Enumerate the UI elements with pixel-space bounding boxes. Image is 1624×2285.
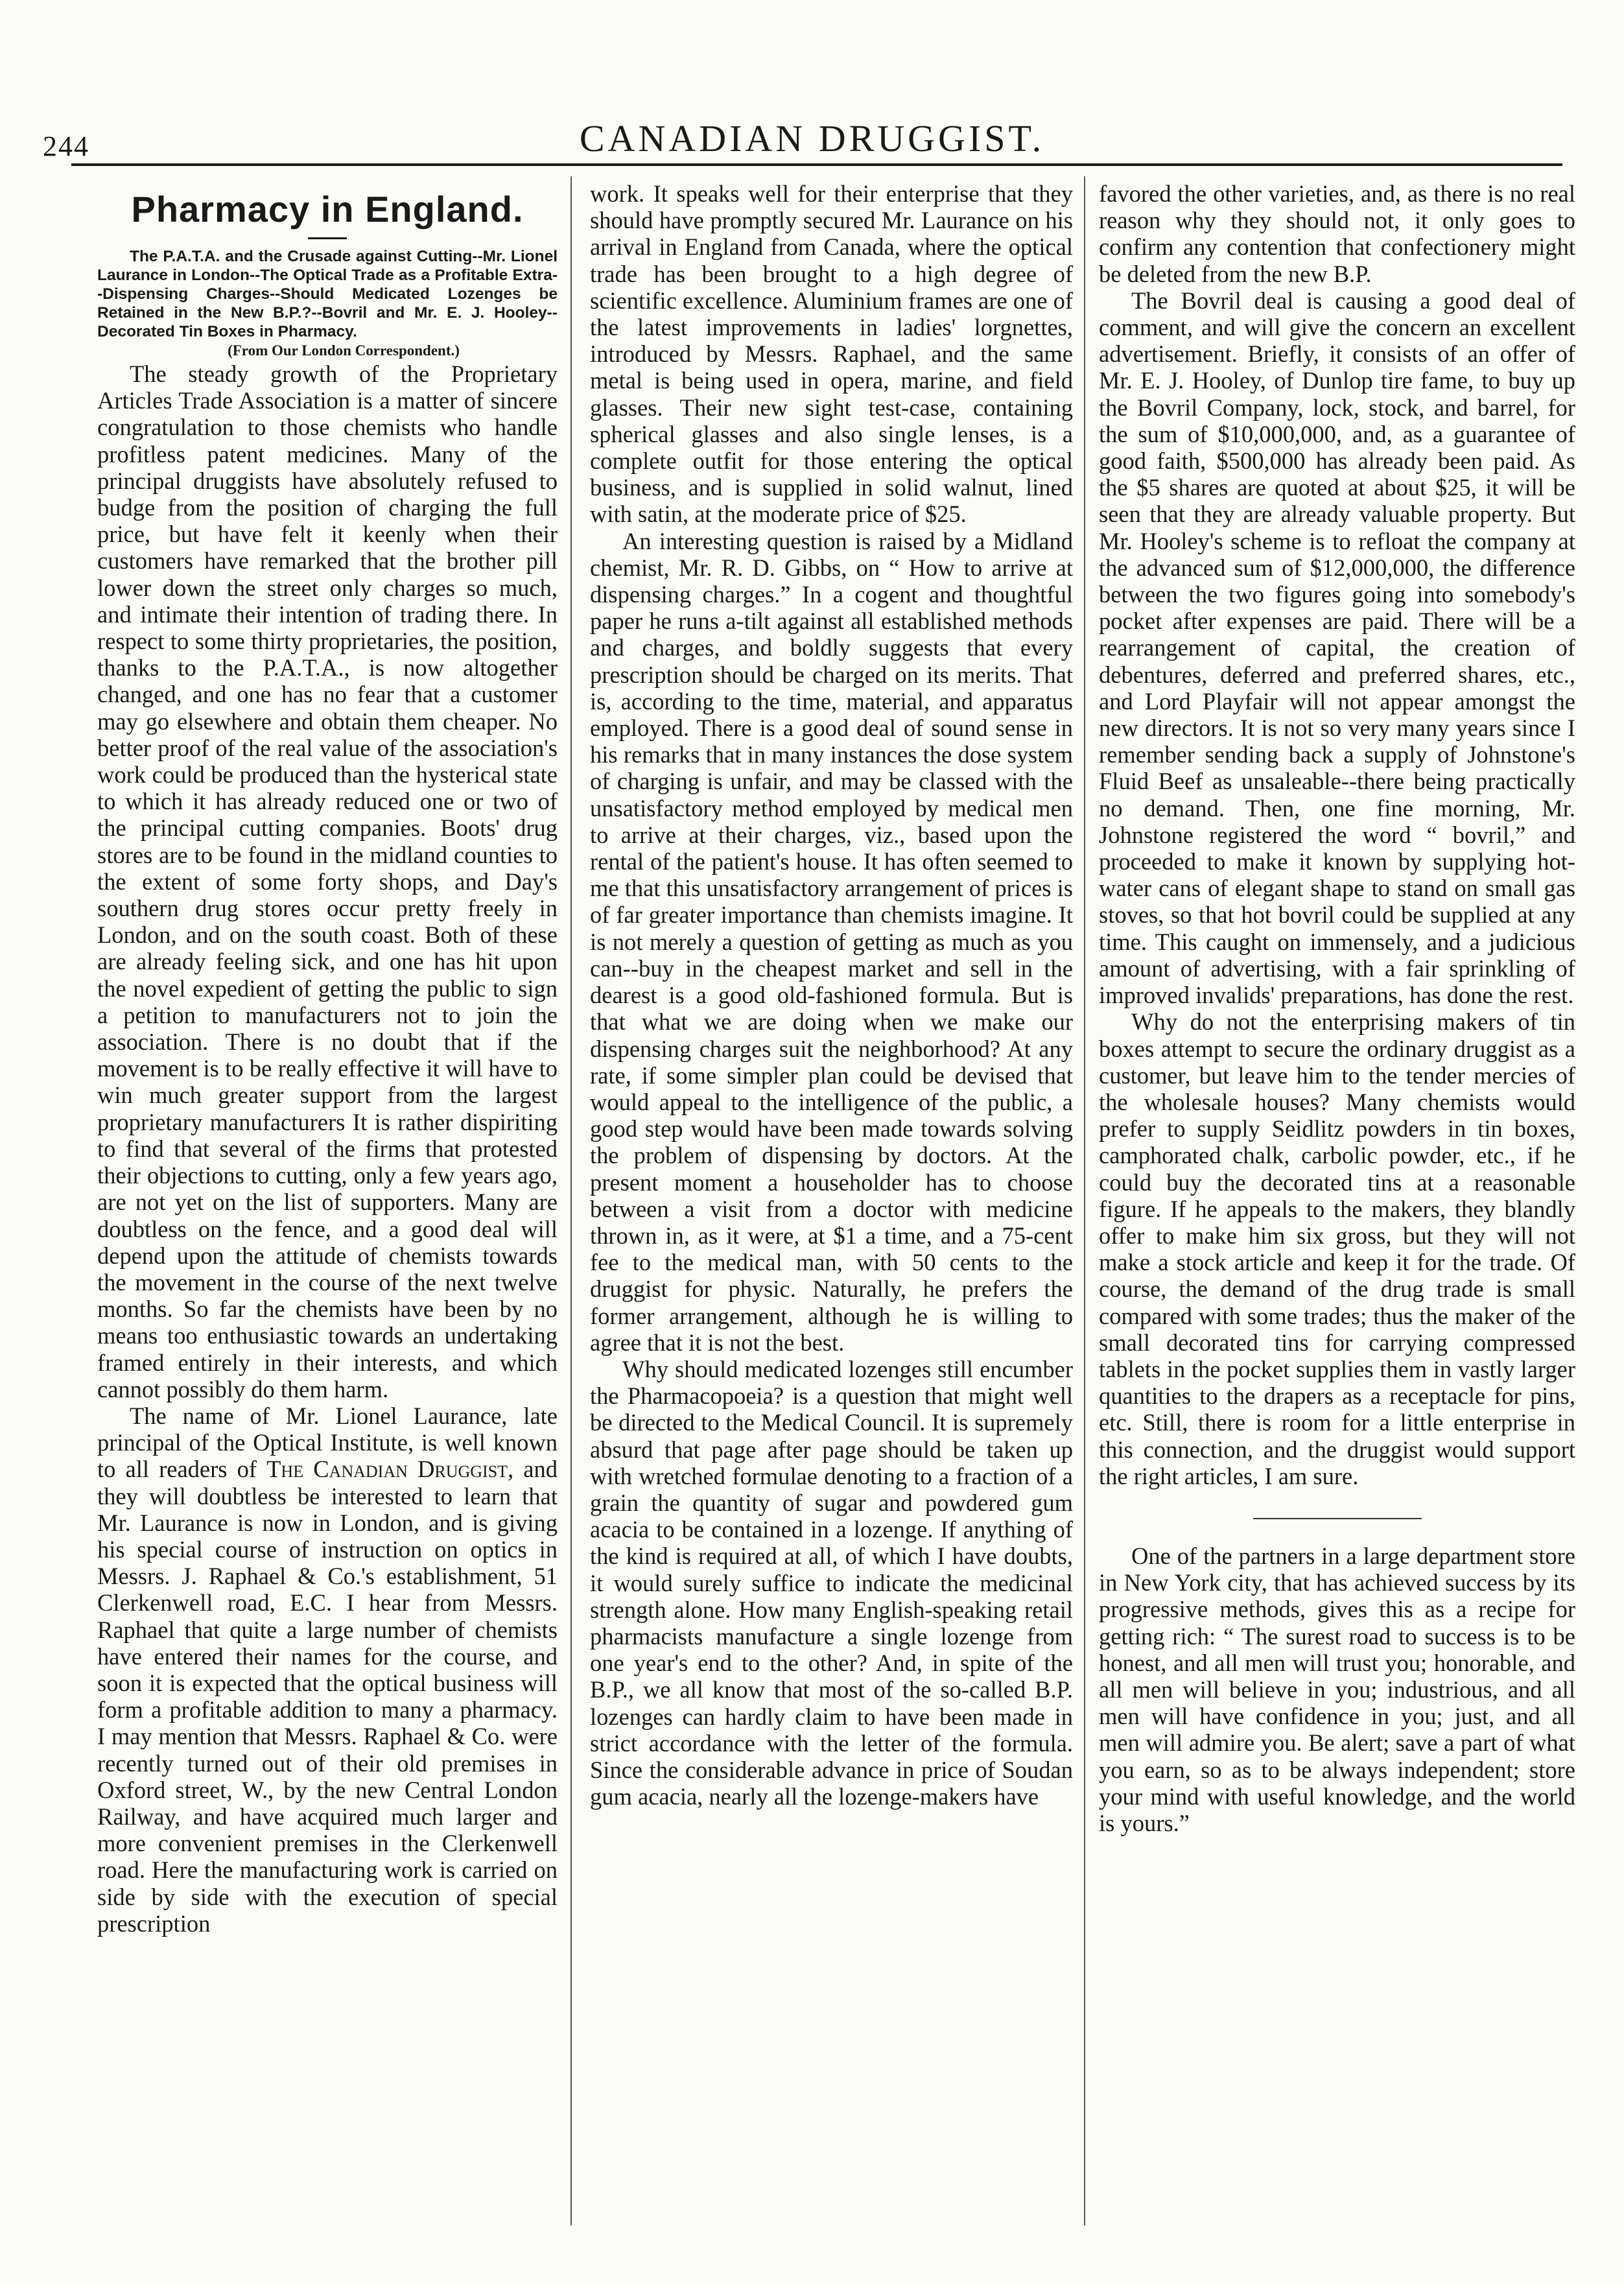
column-right	[1099, 180, 1575, 1836]
column-middle	[590, 180, 1073, 1810]
column-divider	[1084, 176, 1085, 2225]
paragraph-lozenges-cont: favored the other varieties, and, as there is no real reason why they should not, it only goes to confirm any contention that confectionery might be deleted from the new B.P.	[1099, 180, 1575, 287]
paragraph-text: , and they will doubtless be interested to learn that Mr. Laurance is now in London, and is giving his special course of instruction on optics in Messrs. J. Raphael & Co.'s establishment, 51 Clerkenwell road, E.C. I hear from Messrs. Raphael that quite a large number of chemists have entered their names for the course, and soon it is expected that the optical business will form a profitable addition to many a pharmacy. I may mention that Messrs. Raphael & Co. were recently turned out of their old premises in Oxford street, W., by the new Central London Railway, and have acquired much larger and more convenient premises in the Clerkenwell road. Here the manufacturing work is carried on side by side with the execution of special prescription	[97, 1456, 558, 1937]
paragraph-lozenges: Why should medicated lozenges still encumber the Pharmacopoeia? is a question that might well be directed to the Medical Council. It is supremely absurd that page after page should be taken up with wretched formulae denoting to a fraction of a grain the quantity of sugar and powdered gum acacia to be contained in a lozenge. If anything of the kind is required at all, of which I have doubts, it would surely suffice to indicate the medicinal strength alone. How many English-speaking retail pharmacists manufacture a single lozenge from one year's end to the other? And, in spite of the B.P., we all know that most of the so-called B.P. lozenges can hardly claim to have been made in strict accordance with the letter of the formula. Since the considerable advance in price of Soudan gum acacia, nearly all the lozenge-makers have	[590, 1355, 1073, 1810]
page-number: 244	[43, 130, 89, 162]
byline: (From Our London Correspondent.)	[228, 342, 460, 359]
paragraph-optical: work. It speaks well for their enterprise that they should have promptly secured Mr. Laurance on his arrival in England from Canada, where the optical trade has been brought to a high degree of scientific excellence. Aluminium frames are one of the latest improvements in ladies' lorgnettes, introduced by Messrs. Raphael, and the same metal is being used in opera, marine, and field glasses. Their new sight test-case, containing spherical glasses and also single lenses, is a complete outfit for those entering the optical business, and is supplied in solid walnut, lined with satin, at the moderate price of $25.	[590, 180, 1073, 528]
paragraph-laurance	[97, 1403, 558, 1937]
column-left	[97, 180, 558, 1937]
header-rule	[71, 163, 1562, 166]
journal-name: The Canadian Druggist	[266, 1456, 508, 1483]
article-title: Pharmacy in England.	[131, 189, 524, 230]
title-rule	[308, 237, 347, 239]
article-subhead: The P.A.T.A. and the Crusade against Cutting--Mr. Lionel Laurance in London--The Optical Trade as a Profitable Extra--Dispensing Charges--Should Medicated Lozenges be Retained in the New B.P.?--Bovril and Mr. E. J. Hooley--Decorated Tin Boxes in Pharmacy.	[97, 248, 558, 340]
paragraph-text: The name of Mr. Lionel Laurance, late principal of the Optical Institute, is well known to all readers of	[97, 1402, 558, 1483]
paragraph-dispensing: An interesting question is raised by a Midland chemist, Mr. R. D. Gibbs, on “ How to arrive at dispensing charges.” In a cogent and thoughtful paper he runs a-tilt against all established methods and charges, and boldly suggests that every prescription should be charged on its merits. That is, according to the time, material, and apparatus employed. There is a good deal of sound sense in his remarks that in many instances the dose system of charging is unfair, and may be classed with the unsatisfactory method employed by medical men to arrive at their charges, viz., based upon the rental of the patient's house. It has often seemed to me that this unsatisfactory arrangement of prices is of far greater importance than chemists imagine. It is not merely a question of getting as much as you can--buy in the cheapest market and sell in the dearest is a good old-fashioned formula. But is that what we are doing when we make our dispensing charges suit the neighborhood? At any rate, if some simpler plan could be devised that would appeal to the intelligence of the public, a good step would have been made towards solving the problem of dispensing by doctors. At the present moment a householder has to choose between a visit from a doctor with medicine thrown in, as it were, at $1 a time, and a 75-cent fee to the medical man, with 50 cents to the druggist for physic. Naturally, he prefers the former arrangement, although he is willing to agree that it is not the best.	[590, 527, 1073, 1356]
filler-item: One of the partners in a large department store in New York city, that has achieved success by its progressive methods, gives this as a recipe for getting rich: “ The surest road to success is to be honest, and all men will trust you; honorable, and all men will believe in you; industrious, and all men will have confidence in you; just, and all men will admire you. Be alert; save a part of what you earn, so as to be always independent; store your mind with useful knowledge, and the world is yours.”	[1099, 1542, 1575, 1836]
paragraph-pata: The steady growth of the Proprietary Articles Trade Association is a matter of sincere congratulation to those chemists who handle profitless patent medicines. Many of the principal druggists have absolutely refused to budge from the position of charging the full price, but have felt it keenly when their customers have remarked that the brother pill lower down the street only charges so much, and intimate their intention of trading there. In respect to some thirty proprietaries, the position, thanks to the P.A.T.A., is now altogether changed, and one has no fear that a customer may go elsewhere and obtain them cheaper. No better proof of the real value of the association's work could be produced than the hysterical state to which it has already reduced one or two of the principal cutting companies. Boots' drug stores are to be found in the midland counties to the extent of some forty shops, and Day's southern drug stores occur pretty freely in London, and on the south coast. Both of these are already feeling sick, and one has hit upon the novel expedient of getting the public to sign a petition to manufacturers not to join the association. There is no doubt that if the movement is to be really effective it will have to win much greater support from the largest proprietary manufacturers It is rather dispiriting to find that several of the firms that protested their objections to cutting, only a few years ago, are not yet on the list of supporters. Many are doubtless on the fence, and a good deal will depend upon the attitude of chemists towards the movement in the course of the next twelve months. So far the chemists have been by no means too enthusiastic towards an undertaking framed entirely in their interests, and which cannot possibly do them harm.	[97, 361, 558, 1403]
paragraph-tin-boxes: Why do not the enterprising makers of tin boxes attempt to secure the ordinary druggist as a customer, but leave him to the tender mercies of the wholesale houses? Many chemists would prefer to supply Seidlitz powders in tin boxes, camphorated chalk, carbolic powder, etc., if he could buy the decorated tins at a reasonable figure. If he appeals to the makers, they blandly offer to make him six gross, but they will not make a stock article and keep it for the trade. Of course, the demand of the drug trade is small compared with some trades; thus the maker of the small decorated tins for carrying compressed tablets in the pocket supplies them in vastly larger quantities to the drapers as a receptacle for pins, etc. Still, there is room for a little enterprise in this connection, and the druggist would support the right articles, I am sure.	[1099, 1008, 1575, 1489]
paragraph-bovril: The Bovril deal is causing a good deal of comment, and will give the concern an excellent advertisement. Briefly, it consists of an offer of Mr. E. J. Hooley, of Dunlop tire fame, to buy up the Bovril Company, lock, stock, and barrel, for the sum of $10,000,000, and, as a guarantee of good faith, $500,000 has already been paid. As the $5 shares are quoted at about $25, it will be seen that they are already valuable property. But Mr. Hooley's scheme is to refloat the company at the advanced sum of $12,000,000, the difference between the two figures going into somebody's pocket after expenses are paid. There will be a rearrangement of capital, the creation of debentures, deferred and preferred shares, etc., and Lord Playfair will not appear amongst the new directors. It is not so very many years since I remember sending back a supply of Johnstone's Fluid Beef as unsaleable--there being practically no demand. Then, one fine morning, Mr. Johnstone registered the word “ bovril,” and proceeded to make it known by supplying hot-water cans of elegant shape to stand on small gas stoves, so that hot bovril could be supplied at any time. This caught on immensely, and a judicious amount of advertising, with a fair sprinkling of improved invalids' preparations, has done the rest.	[1099, 287, 1575, 1009]
section-rule	[1253, 1518, 1422, 1519]
running-head: CANADIAN DRUGGIST.	[579, 117, 1045, 160]
column-divider	[571, 176, 572, 2225]
